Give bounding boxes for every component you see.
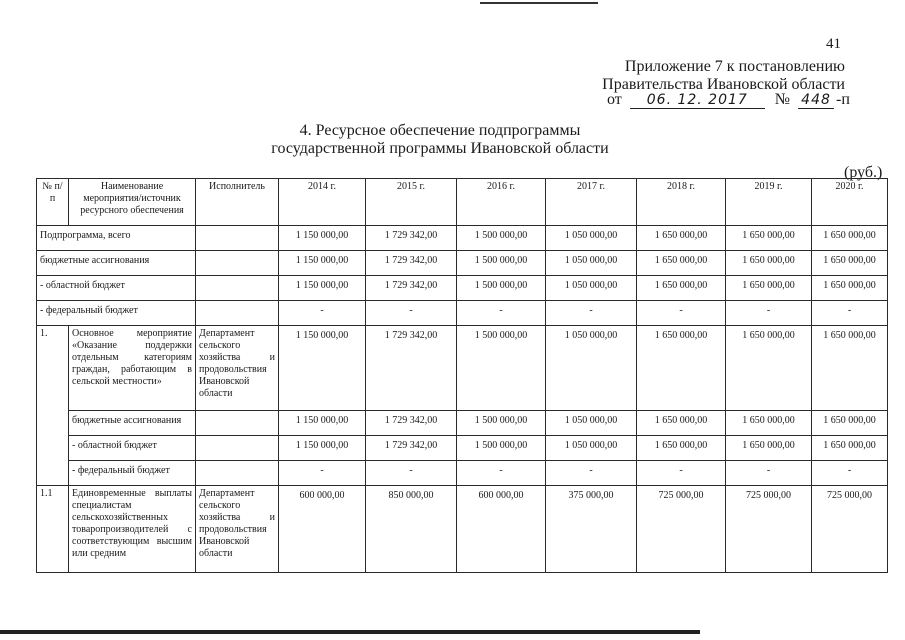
sign-suffix: -п (836, 91, 850, 108)
activity-executor: Департамент сельского хозяйства и продовольствия Ивановской области (196, 486, 279, 573)
table-row (37, 301, 888, 326)
value-cell: 1 500 000,00 (457, 411, 546, 436)
appendix-header (600, 58, 845, 94)
value-cell: 1 050 000,00 (546, 276, 637, 301)
value-cell: - (726, 301, 812, 326)
row-label: бюджетные ассигнования (69, 411, 196, 436)
title-line: 4. Ресурсное обеспечение подпрограммы (299, 122, 581, 139)
scan-edge-bottom (0, 630, 700, 634)
scan-edge-top (480, 2, 598, 4)
value-cell: - (279, 301, 366, 326)
value-cell: 1 650 000,00 (812, 411, 888, 436)
value-cell: 1 650 000,00 (637, 226, 726, 251)
col-header-2015: 2015 г. (366, 179, 457, 226)
value-cell: 1 650 000,00 (726, 326, 812, 411)
value-cell: 850 000,00 (366, 486, 457, 573)
value-cell: 1 500 000,00 (457, 436, 546, 461)
value-cell: - (279, 461, 366, 486)
table-row (37, 251, 888, 276)
value-cell: 600 000,00 (279, 486, 366, 573)
value-cell: 1 150 000,00 (279, 251, 366, 276)
activity-name: Основное мероприятие «Оказание поддержки отдельным категориям граждан, работающим в сельской местности» (69, 326, 196, 411)
value-cell: - (457, 301, 546, 326)
table-row (37, 411, 888, 436)
table-row (37, 461, 888, 486)
value-cell: - (637, 461, 726, 486)
value-cell: 1 500 000,00 (457, 251, 546, 276)
value-cell: 1 650 000,00 (726, 411, 812, 436)
value-cell: 1 050 000,00 (546, 326, 637, 411)
table-row (37, 226, 888, 251)
value-cell: 1 729 342,00 (366, 276, 457, 301)
value-cell: - (726, 461, 812, 486)
value-cell: 1 150 000,00 (279, 226, 366, 251)
row-label: Подпрограмма, всего (37, 226, 196, 251)
col-header-2017: 2017 г. (546, 179, 637, 226)
value-cell: 375 000,00 (546, 486, 637, 573)
activity-name: Единовременные выплаты специалистам сельскохозяйственных товаропроизводителей с соответствующим высшим или средним (69, 486, 196, 573)
value-cell: 1 729 342,00 (366, 251, 457, 276)
value-cell: 1 729 342,00 (366, 436, 457, 461)
page-number: 41 (826, 36, 841, 52)
row-label: - федеральный бюджет (69, 461, 196, 486)
row-label: - областной бюджет (69, 436, 196, 461)
value-cell: 1 650 000,00 (637, 276, 726, 301)
row-number: 1. (37, 326, 69, 486)
value-cell: 1 050 000,00 (546, 436, 637, 461)
row-executor (196, 251, 279, 276)
value-cell: 1 500 000,00 (457, 226, 546, 251)
row-executor (196, 461, 279, 486)
row-label: бюджетные ассигнования (37, 251, 196, 276)
resource-table (36, 178, 888, 573)
col-header-2018: 2018 г. (637, 179, 726, 226)
value-cell: 1 650 000,00 (812, 436, 888, 461)
value-cell: - (812, 301, 888, 326)
col-header-2019: 2019 г. (726, 179, 812, 226)
value-cell: - (546, 301, 637, 326)
value-cell: 1 050 000,00 (546, 226, 637, 251)
row-label: - областной бюджет (37, 276, 196, 301)
value-cell: - (366, 461, 457, 486)
value-cell: 1 650 000,00 (726, 226, 812, 251)
value-cell: 1 150 000,00 (279, 411, 366, 436)
value-cell: 1 650 000,00 (812, 276, 888, 301)
value-cell: - (546, 461, 637, 486)
value-cell: 725 000,00 (812, 486, 888, 573)
col-header-2014: 2014 г. (279, 179, 366, 226)
value-cell: 725 000,00 (726, 486, 812, 573)
value-cell: 1 650 000,00 (726, 251, 812, 276)
resolution-reference (607, 91, 850, 109)
value-cell: 1 650 000,00 (812, 251, 888, 276)
value-cell: 1 650 000,00 (812, 326, 888, 411)
appendix-line: Правительства Ивановской области (602, 76, 845, 93)
row-executor (196, 226, 279, 251)
value-cell: 1 650 000,00 (812, 226, 888, 251)
col-header-executor: Исполнитель (196, 179, 279, 226)
value-cell: 1 150 000,00 (279, 276, 366, 301)
value-cell: - (457, 461, 546, 486)
handwritten-date: 06. 12. 2017 (630, 92, 765, 109)
value-cell: 1 729 342,00 (366, 326, 457, 411)
col-header-name: Наименование мероприятия/источник ресурсного обеспечения (69, 179, 196, 226)
value-cell: 1 150 000,00 (279, 436, 366, 461)
value-cell: 1 650 000,00 (637, 411, 726, 436)
value-cell: 1 650 000,00 (726, 276, 812, 301)
value-cell: 600 000,00 (457, 486, 546, 573)
currency-unit: (руб.) (844, 164, 883, 181)
table-header-row (37, 179, 888, 226)
row-number: 1.1 (37, 486, 69, 573)
page-title (200, 122, 680, 158)
value-cell: 1 050 000,00 (546, 251, 637, 276)
col-header-number: № п/п (37, 179, 69, 226)
value-cell: 725 000,00 (637, 486, 726, 573)
value-cell: 1 650 000,00 (637, 326, 726, 411)
value-cell: - (812, 461, 888, 486)
sign-from-label: от (607, 91, 622, 108)
table-row (37, 276, 888, 301)
activity-executor: Департамент сельского хозяйства и продовольствия Ивановской области (196, 326, 279, 411)
value-cell: 1 729 342,00 (366, 411, 457, 436)
value-cell: 1 650 000,00 (637, 251, 726, 276)
table-row (37, 326, 888, 411)
value-cell: 1 650 000,00 (726, 436, 812, 461)
value-cell: 1 650 000,00 (637, 436, 726, 461)
col-header-2020: 2020 г. (812, 179, 888, 226)
title-line: государственной программы Ивановской области (271, 140, 609, 157)
handwritten-number: 448 (798, 92, 834, 109)
value-cell: 1 050 000,00 (546, 411, 637, 436)
row-executor (196, 276, 279, 301)
col-header-2016: 2016 г. (457, 179, 546, 226)
row-executor (196, 411, 279, 436)
row-executor (196, 436, 279, 461)
value-cell: - (637, 301, 726, 326)
value-cell: 1 729 342,00 (366, 226, 457, 251)
value-cell: 1 500 000,00 (457, 326, 546, 411)
table-row (37, 436, 888, 461)
row-label: - федеральный бюджет (37, 301, 196, 326)
table-row (37, 486, 888, 573)
value-cell: - (366, 301, 457, 326)
value-cell: 1 150 000,00 (279, 326, 366, 411)
appendix-line: Приложение 7 к постановлению (624, 58, 845, 75)
row-executor (196, 301, 279, 326)
sign-number-label: № (774, 91, 791, 108)
value-cell: 1 500 000,00 (457, 276, 546, 301)
